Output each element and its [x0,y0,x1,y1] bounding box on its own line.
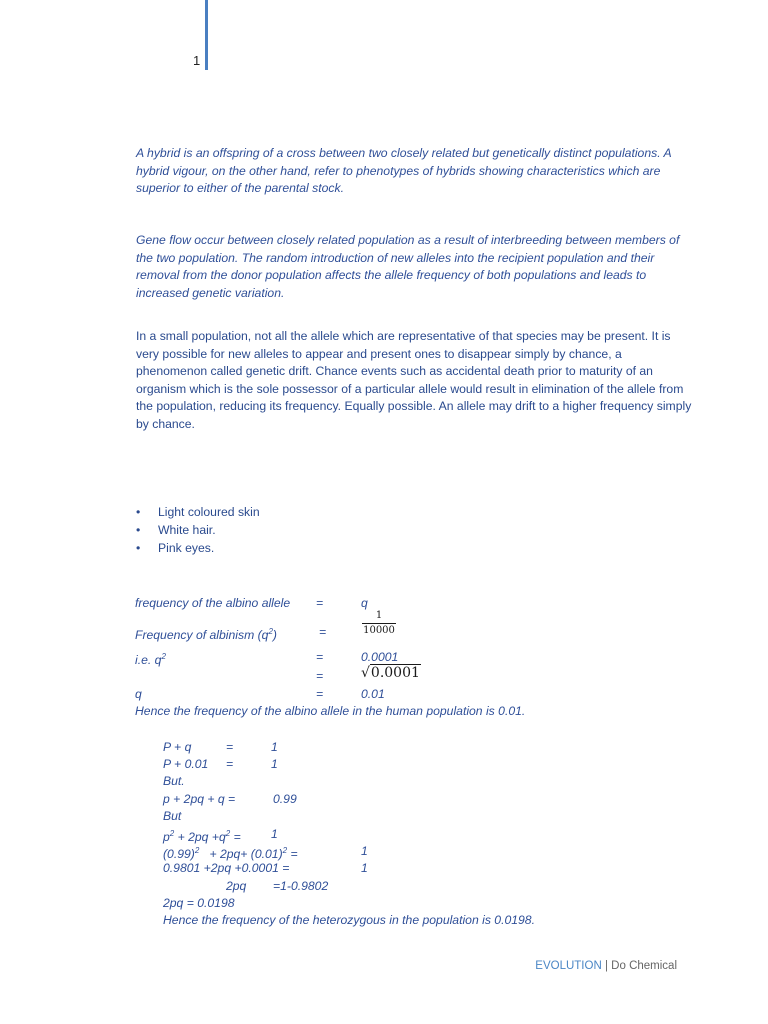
bullet-icon: • [136,505,141,519]
calc-row-1-value: q [361,596,368,610]
hetero-line-6-value: 1 [271,827,278,841]
hetero-line-3: But. [163,774,185,788]
hetero-line-5: But [163,809,182,823]
bullet-icon: • [136,541,141,555]
sqrt-icon: √ [361,665,370,681]
hetero-line-2-value: 1 [271,757,278,771]
calc-row-3-label: i.e. $q^2$ [135,652,166,668]
calc-row-5-equals: = [316,687,324,701]
hetero-conclusion: Hence the frequency of the heterozygous in the population is 0.0198. [163,913,535,927]
albino-traits-list [136,503,260,557]
footer-source: Do Chemical [611,960,677,972]
fraction-bar [362,623,396,624]
fraction-numerator: 1 [375,610,383,621]
calc-row-2-equals: = [319,625,327,639]
list-item [136,521,260,539]
paragraph-gene-flow: Gene flow occur between closely related population as a result of interbreeding between members of the two population. The random introduction of new alleles into the recipient population and their removal from the donor population affects the allele frequency of both populations and leads to increased genetic variation. [136,233,680,300]
list-item-text: White hair. [158,523,216,537]
page-footer [535,960,677,972]
paragraph-genetic-drift: In a small population, not all the allele which are representative of that species may be present. It is very possible for new alleles to appear and present ones to disappear simply by chance, a phenomenon called genetic drift. Chance events such as accidental death prior to maturity of an organism which is the sole possessor of a particular allele would result in elimination of the allele from the population, reducing its frequency. Equally possible. An allele may drift to a higher frequency simply by chance. [136,329,692,431]
hetero-line-8-value: 1 [361,861,368,875]
hetero-line-1-value: 1 [271,740,278,754]
calc-row-3-value: 0.0001 [361,650,399,664]
hetero-line-1-equals: = [226,740,234,754]
hetero-line-10: 2pq = 0.0198 [163,896,235,910]
calc-conclusion: Hence the frequency of the albino allele in the human population is 0.01. [135,704,526,718]
calc-row-3-equals: = [316,650,324,664]
fraction-one-over-ten-thousand [362,610,396,637]
hetero-line-7: $(0.99)^2 + 2pq+ (0.01)^2$ = [163,846,298,862]
fraction-denominator: 10000 [363,625,395,636]
footer-separator: | [604,960,608,972]
hetero-line-4-value: 0.99 [273,792,297,806]
page-number: 1 [193,53,201,68]
list-item-text: Light coloured skin [158,505,260,519]
header-vertical-rule [205,0,208,70]
calc-row-1-label: frequency of the albino allele [135,596,291,610]
hetero-line-4: p + 2pq + q = [163,792,236,806]
calc-row-1-equals: = [316,596,324,610]
hetero-line-9-result: =1-0.9802 [273,879,329,893]
bullet-icon: • [136,523,141,537]
calc-row-5-label: q [135,687,142,701]
list-item [136,539,260,557]
hetero-line-8: 0.9801 +2pq +0.0001 = [163,861,290,875]
hetero-line-9: 2pq [226,879,247,893]
hetero-line-6: $p^2 + 2pq +q^2$ = [163,829,241,845]
calc-row-2-label: Frequency of albinism $(q^2)$ [135,627,277,643]
calc-row-4-sqrt: √0.0001 [361,665,420,681]
paragraph-hybrid: A hybrid is an offspring of a cross between two closely related but genetically distinct populations. A hybrid vigour, on the other hand, refer to phenotypes of hybrids showing characteristics which are superior to either of the parental stock. [136,146,672,195]
hetero-line-2: P + 0.01 [163,757,209,771]
list-item-text: Pink eyes. [158,541,215,555]
hetero-line-7-value: 1 [361,844,368,858]
footer-title: EVOLUTION [535,960,602,972]
calc-row-5-value: 0.01 [361,687,385,701]
hetero-line-2-equals: = [226,757,234,771]
hetero-line-1: P + q [163,740,192,754]
list-item [136,503,260,521]
calc-row-4-equals: = [316,669,324,683]
